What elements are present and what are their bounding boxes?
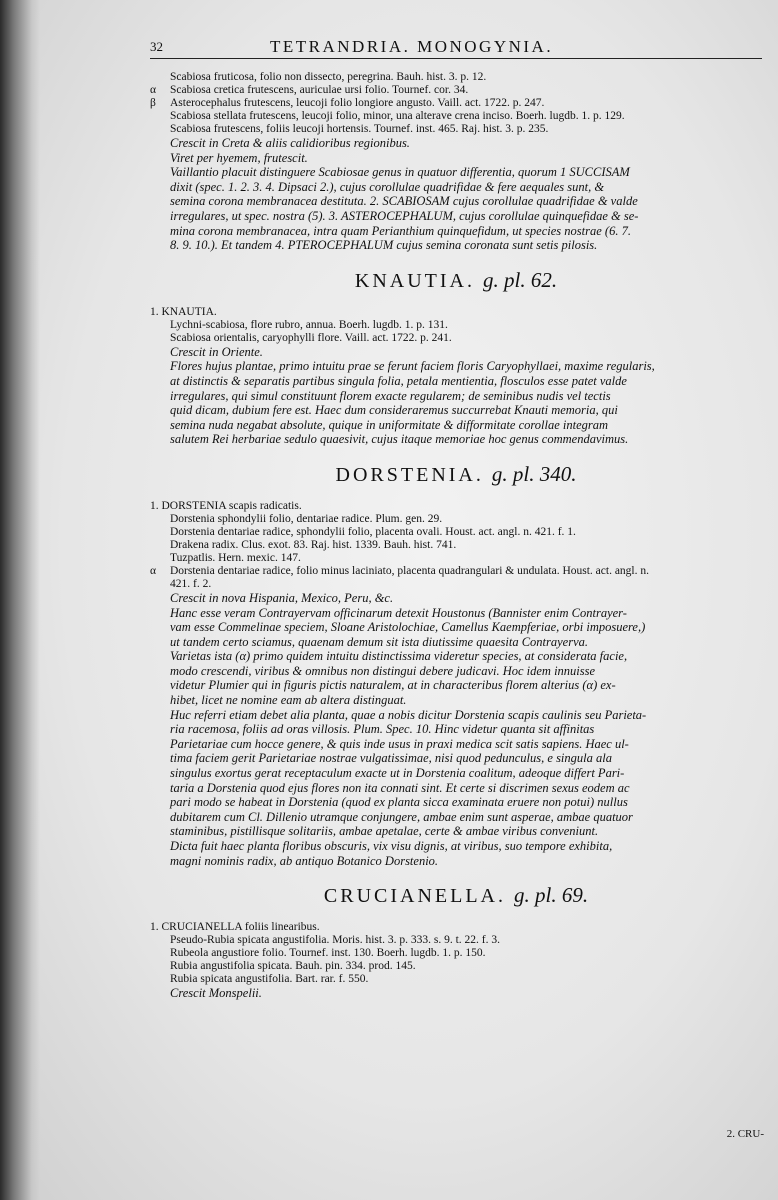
synonym-text: Scabiosa cretica frutescens, auriculae ursi folio. Tournef. cor. 34. bbox=[170, 84, 469, 96]
knautia-paragraph bbox=[150, 359, 762, 447]
synonym-line: Rubia spicata angustifolia. Bart. rar. f. 550. bbox=[170, 973, 369, 986]
hanc-paragraph bbox=[150, 606, 762, 650]
species-heading: 1. CRUCIANELLA foliis linearibus. bbox=[150, 921, 320, 934]
crescit-line: Crescit in Creta & aliis calidioribus regionibus. bbox=[170, 136, 410, 150]
crucianella-section bbox=[150, 921, 762, 1001]
synonym-line bbox=[150, 578, 762, 591]
text-line: salutem Rei herbariae sedulo quaesivit, cujus itaque memoriae hoc genus commendavimus. bbox=[170, 432, 629, 447]
text-line: quid dicam, dubium fere est. Haec dum consideraremus succurrebat Knauti memoria, qui bbox=[170, 403, 618, 418]
text-line: Hanc esse veram Contrayervam officinarum detexit Houstonus (Bannister enim Contrayer- bbox=[170, 605, 627, 620]
running-header bbox=[150, 36, 762, 59]
synonym-text: Scabiosa stellata frutescens, leucoji folio, minor, una alterave crena inciso. Boerh. lugdb. 1. p. 129. bbox=[170, 110, 625, 122]
synonym-text: Scabiosa frutescens, foliis leucoji hortensis. Tournef. inst. 465. Raj. hist. 3. p. 235. bbox=[170, 123, 549, 135]
synonym-line bbox=[150, 71, 762, 84]
text-line: irregulares, qui simul constituunt florem exacte regularem; de seminibus nudis vel tectis bbox=[170, 388, 611, 403]
text-line: taria a Dorstenia quod ejus flores non ita connati sint. Et certe si discrimen sexus eodem ac bbox=[170, 780, 630, 795]
text-line: Huc referri etiam debet alia planta, quae a nobis dicitur Dorstenia scapis caulinis seu Parieta- bbox=[170, 707, 647, 722]
synonym-text: 421. f. 2. bbox=[170, 577, 212, 590]
text-line: semina nuda negabat absolute, quique in uniformitate & difformitate corollae integram bbox=[170, 417, 609, 432]
genus-reference: g. pl. 69. bbox=[514, 883, 589, 908]
text-line: Parietariae cum hocce genere, & quis inde usus in praxi medica scit satis sapiens. Haec ul- bbox=[170, 736, 629, 751]
varietas-paragraph bbox=[150, 649, 762, 707]
crescit-line: Crescit in Oriente. bbox=[170, 344, 263, 359]
text-line: pari modo se habeat in Dorstenia (quod ex planta sicca examinata eruere non potui) nullus bbox=[170, 795, 628, 810]
crescit-line: Crescit in nova Hispania, Mexico, Peru, &c. bbox=[170, 590, 394, 605]
synonym-line: Pseudo-Rubia spicata angustifolia. Moris. hist. 3. p. 333. s. 9. t. 22. f. 3. bbox=[170, 934, 500, 947]
vaillant-paragraph bbox=[150, 165, 762, 253]
text-line: Dicta fuit haec planta floribus obscuris, vix visu dignis, at viribus, suo tempore exhibita, bbox=[170, 839, 613, 853]
text-line: magni nominis radix, ab antiquo Botanico Dorstenio. bbox=[170, 853, 439, 868]
synonym-text: Dorstenia sphondylii folio, dentariae radice. Plum. gen. 29. bbox=[170, 512, 443, 525]
synonym-line bbox=[150, 552, 762, 565]
text-line: hibet, licet ne nomine eam ab altera distinguat. bbox=[170, 693, 407, 708]
synonym-text: Drakena radix. Clus. exot. 83. Raj. hist. 1339. Bauh. hist. 741. bbox=[170, 538, 457, 551]
genus-reference: g. pl. 340. bbox=[491, 461, 577, 486]
text-line: 8. 9. 10.). Et tandem 4. PTEROCEPHALUM cujus semina coronata sunt setis pilosis. bbox=[170, 238, 598, 253]
synonym-text: Dorstenia dentariae radice, folio minus laciniato, placenta quadrangulari & undulata. Houst. act. angl. n. bbox=[170, 564, 650, 577]
text-line: tima faciem gerit Parietariae nostrae vulgatissimae, nisi quod pedunculus, e singula ala bbox=[170, 751, 612, 766]
synonym-text: Dorstenia dentariae radice, sphondylii folio, placenta ovali. Houst. act. angl. n. 421. f. 1. bbox=[170, 525, 576, 538]
synonym-line bbox=[150, 110, 762, 123]
synonym-line bbox=[150, 123, 762, 136]
variety-mark: α bbox=[150, 84, 157, 96]
dorstenia-section bbox=[150, 500, 762, 868]
binding-gutter-shadow bbox=[0, 0, 40, 1200]
text-line: videtur Plumier qui in figuris pictis naturalem, at in characteribus florem alterius (α) ex- bbox=[170, 678, 616, 693]
synonym-text: Tuzpatlis. Hern. mexic. 147. bbox=[170, 551, 301, 564]
crescit-line: Crescit Monspelii. bbox=[170, 986, 262, 1001]
text-line: mina corona membranacea, intra quam Perianthium quinquefidum, ut species nostrae (6. 7. bbox=[170, 223, 631, 238]
text-line: Flores hujus plantae, primo intuitu prae se ferunt faciem floris Caryophyllaei, maxime regularis, bbox=[170, 359, 655, 374]
page-number: 32 bbox=[150, 39, 163, 54]
synonym-line bbox=[150, 526, 762, 539]
synonym-line bbox=[150, 513, 762, 526]
text-line: dixit (spec. 1. 2. 3. 4. Dipsaci 2.), cujus corollulae quadrifidae & fere aequales sunt, & bbox=[170, 179, 605, 194]
genus-heading-dorstenia bbox=[150, 461, 762, 488]
text-line: Vaillantio placuit distinguere Scabiosae genus in quatuor differentia, quorum 1 SUCCISAM bbox=[170, 165, 630, 180]
synonym-line bbox=[150, 565, 762, 578]
knautia-section bbox=[150, 306, 762, 447]
genus-heading-knautia bbox=[150, 267, 762, 294]
text-line: irregulares, ut spec. nostra (5). 3. ASTEROCEPHALUM, cujus corollulae quinquefidae & se- bbox=[170, 208, 639, 223]
species-heading: 1. DORSTENIA scapis radicatis. bbox=[150, 499, 302, 512]
text-line: at distinctis & separatis partibus singula folia, petala mentientia, flosculos esse patet valde bbox=[170, 373, 627, 388]
synonym-line: Lychni-scabiosa, flore rubro, annua. Boerh. lugdb. 1. p. 131. bbox=[170, 318, 448, 331]
genus-heading-crucianella bbox=[150, 882, 762, 909]
genus-name: KNAUTIA. bbox=[354, 269, 475, 292]
text-line: ut tandem certo sciamus, quaenam demum sit ista diutissime quaesita Contrayerva. bbox=[170, 634, 589, 649]
text-line: modo crescendi, viribus & omnibus non distingui debere judicavi. Hoc idem innuisse bbox=[170, 663, 596, 678]
species-heading: 1. KNAUTIA. bbox=[150, 305, 217, 318]
variety-mark: α bbox=[150, 564, 157, 577]
variety-mark: β bbox=[150, 97, 156, 109]
page-content bbox=[150, 36, 762, 1001]
catchword: 2. CRU- bbox=[726, 1128, 764, 1140]
synonym-line bbox=[150, 84, 762, 97]
synonym-line: Scabiosa orientalis, caryophylli flore. Vaill. act. 1722. p. 241. bbox=[170, 331, 452, 344]
dicta-paragraph bbox=[150, 839, 762, 868]
synonym-line bbox=[150, 97, 762, 110]
synonym-line: Rubeola angustiore folio. Tournef. inst. 130. Boerh. lugdb. 1. p. 150. bbox=[170, 947, 486, 960]
text-line: vam esse Commelinae speciem, Sloane Aristolochiae, Camellus Kaempferiae, orbi imposuere,) bbox=[170, 620, 646, 635]
text-line: staminibus, pistillisque solitariis, ambae apetalae, certe & ambae viribus conveniunt. bbox=[170, 824, 599, 839]
text-line: singulus exortus gerat receptaculum exacte ut in Dorstenia coalitum, adeoque differt Pari- bbox=[170, 766, 625, 781]
genus-reference: g. pl. 62. bbox=[483, 267, 558, 292]
huc-paragraph bbox=[150, 708, 762, 839]
genus-name: CRUCIANELLA. bbox=[323, 885, 506, 908]
genus-name: DORSTENIA. bbox=[335, 463, 484, 486]
synonym-text: Asterocephalus frutescens, leucoji folio longiore angusto. Vaill. act. 1722. p. 247. bbox=[170, 97, 545, 109]
text-line: dubitarem cum Cl. Dillenio utramque conjungere, ambae enim sunt asperae, ambae quatuor bbox=[170, 809, 633, 824]
text-line: ria racemosa, foliis ad oras villosis. Plum. Spec. 10. Hinc videtur quanta sit affinitas bbox=[170, 722, 595, 737]
text-line: semina corona membranacea destituta. 2. SCABIOSAM cujus corollulae quadrifidae & valde bbox=[170, 194, 638, 209]
scabiosa-continuation bbox=[150, 71, 762, 253]
synonym-line bbox=[150, 539, 762, 552]
synonym-text: Scabiosa fruticosa, folio non dissecto, peregrina. Bauh. hist. 3. p. 12. bbox=[170, 71, 487, 83]
text-line: Varietas ista (α) primo quidem intuitu distinctissima videretur species, at considerata facie, bbox=[170, 649, 628, 664]
viret-line: Viret per hyemem, frutescit. bbox=[170, 150, 308, 165]
synonym-line: Rubia angustifolia spicata. Bauh. pin. 334. prod. 145. bbox=[170, 960, 416, 973]
running-title: TETRANDRIA. MONOGYNIA. bbox=[270, 37, 554, 56]
